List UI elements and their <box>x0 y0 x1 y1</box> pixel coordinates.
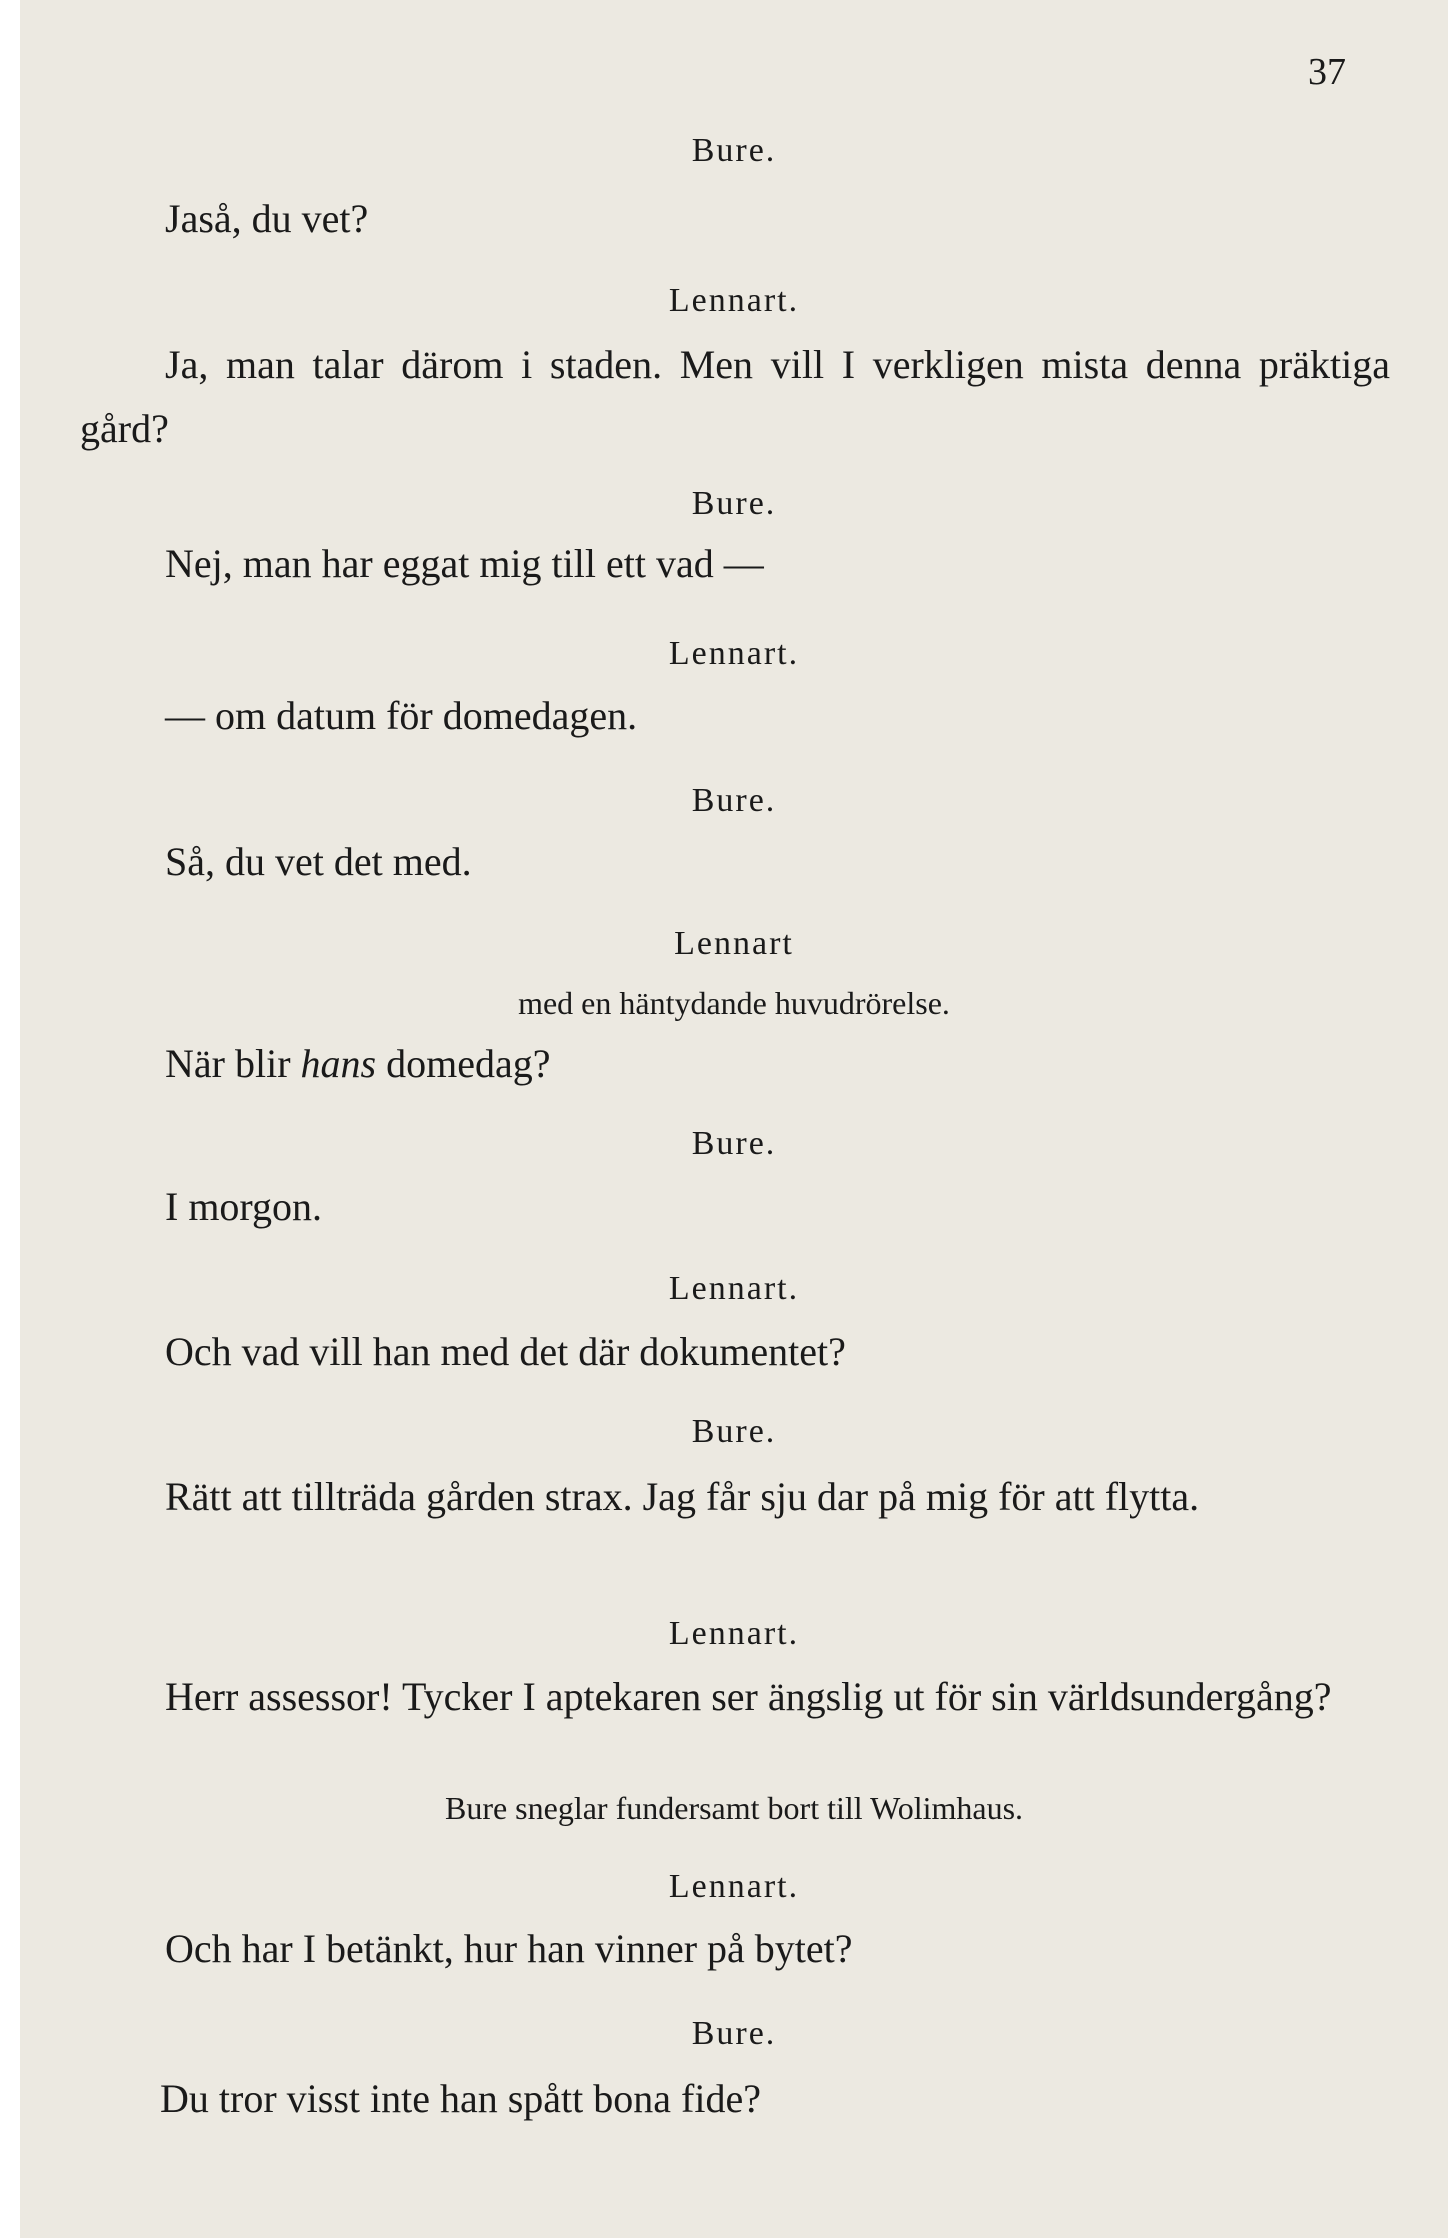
dialogue-line <box>165 1040 550 1087</box>
book-page <box>20 0 1448 2238</box>
dialogue-line: Ja, man talar därom i staden. Men vill I verkligen mista denna präktiga gård? <box>80 342 1390 451</box>
dialogue-line: Jaså, du vet? <box>165 196 369 241</box>
speaker-name: Lennart. <box>668 1615 800 1652</box>
dialogue-line: Och har I betänkt, hur han vinner på bytet? <box>165 1926 853 1971</box>
page-number: 37 <box>1308 51 1346 93</box>
dialogue-text: domedag? <box>376 1041 551 1086</box>
dialogue-line: Och vad vill han med det där dokumentet? <box>165 1329 846 1374</box>
speaker-name: Bure. <box>691 1413 777 1450</box>
speaker-name: Lennart <box>674 925 794 962</box>
stage-direction: med en häntydande huvudrörelse. <box>518 985 950 1021</box>
dialogue-line: I morgon. <box>165 1184 323 1229</box>
dialogue-line: Rätt att tillträda gården strax. Jag får sju dar på mig för att flytta. <box>165 1474 1200 1519</box>
speaker-name: Bure. <box>691 782 777 819</box>
speaker-name: Lennart. <box>668 282 800 319</box>
emphasis-text: hans <box>300 1041 377 1086</box>
speaker-name: Lennart. <box>668 635 800 672</box>
dialogue-line: — om datum för domedagen. <box>165 693 638 738</box>
dialogue-line: Nej, man har eggat mig till ett vad — <box>165 541 764 586</box>
speaker-name: Lennart. <box>668 1868 800 1905</box>
dialogue-line: Så, du vet det med. <box>165 839 472 884</box>
dialogue-line: Herr assessor! Tycker I aptekaren ser ängslig ut för sin världsundergång? <box>165 1674 1332 1719</box>
speaker-name: Bure. <box>691 2015 777 2052</box>
dialogue-text: När blir <box>165 1041 301 1086</box>
speaker-name: Lennart. <box>668 1270 800 1307</box>
speaker-name: Bure. <box>691 1125 777 1162</box>
stage-direction: Bure sneglar fundersamt bort till Wolimhaus. <box>444 1790 1024 1826</box>
dialogue-line: Du tror visst inte han spått bona fide? <box>160 2076 761 2121</box>
speaker-name: Bure. <box>691 132 777 169</box>
speaker-name: Bure. <box>691 485 777 522</box>
